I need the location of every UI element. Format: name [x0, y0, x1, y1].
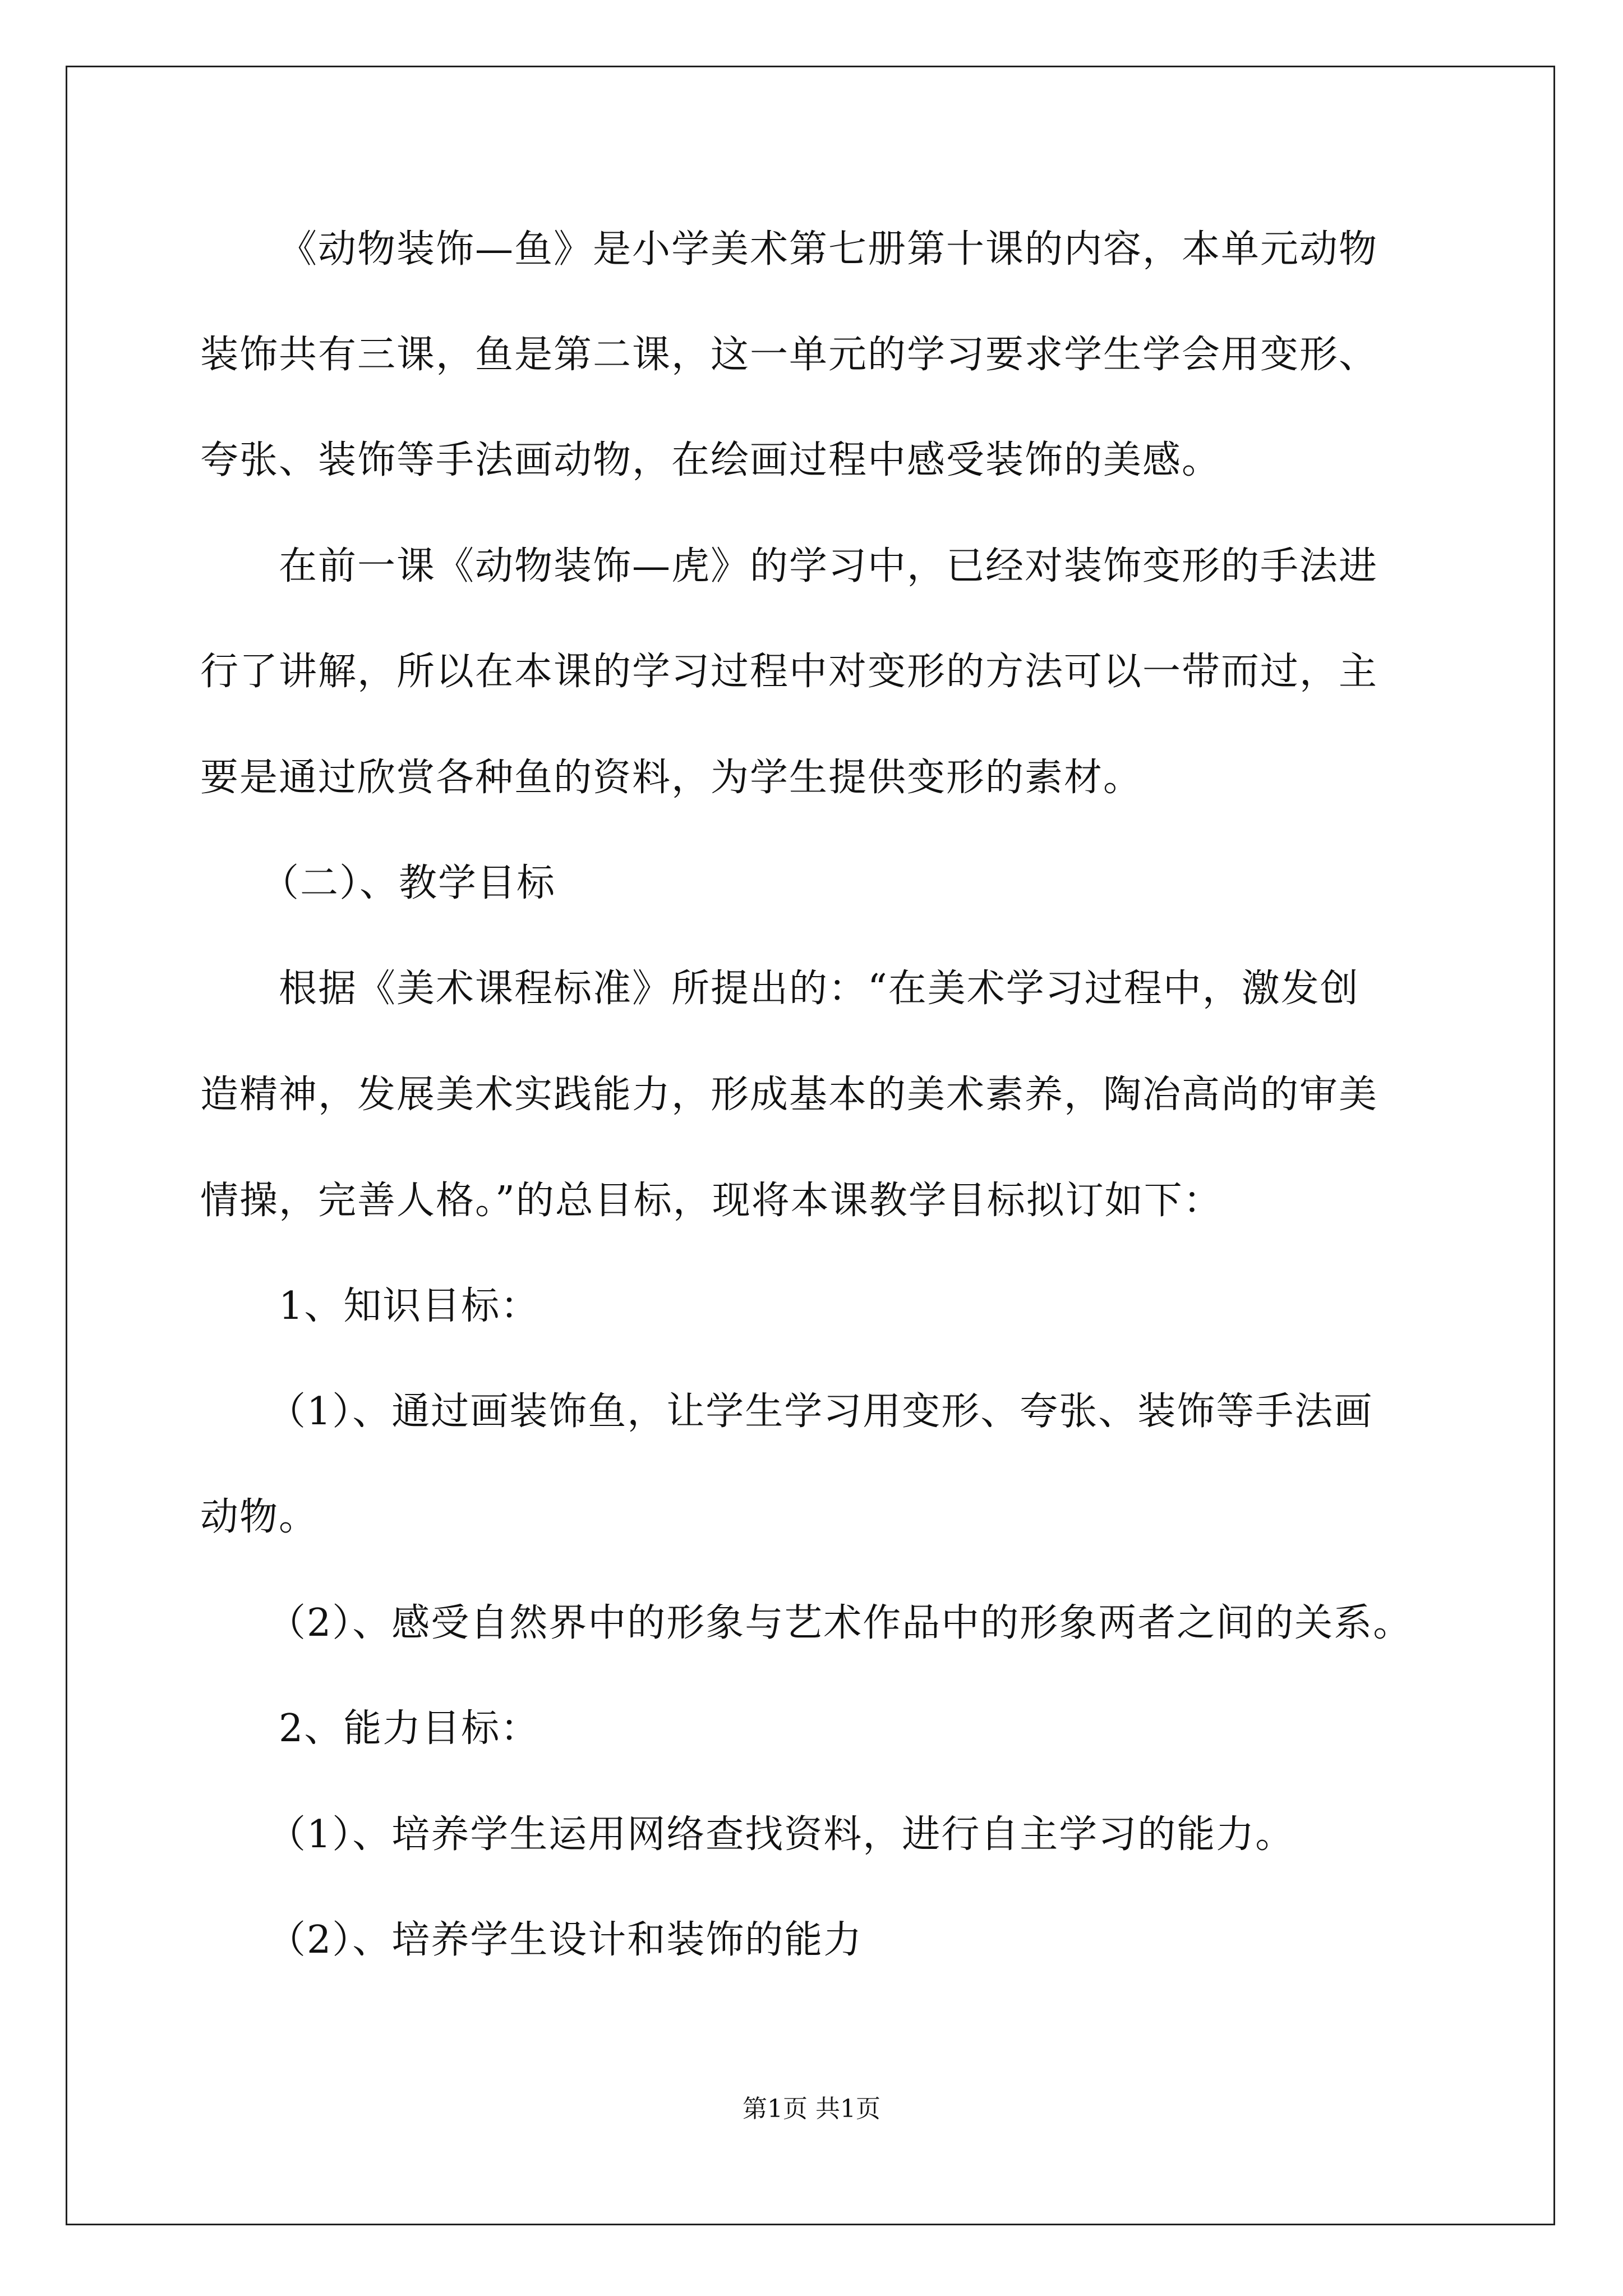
paragraph-line-6: 要是通过欣赏各种鱼的资料，为学生提供变形的素材。	[200, 756, 1143, 800]
paragraph-line-9: 造精神，发展美术实践能力，形成基本的美术素养，陶冶高尚的审美	[200, 1073, 1378, 1117]
paragraph-line-1: 《动物装饰—鱼》是小学美术第七册第十课的内容，本单元动物	[279, 227, 1378, 272]
page-footer: 第1页 共1页	[743, 2095, 880, 2123]
list-item-a2: （2）、培养学生设计和装饰的能力	[268, 1918, 863, 1962]
subheading-ability: 2、能力目标：	[279, 1706, 540, 1751]
list-item-k1: （1）、通过画装饰鱼，让学生学习用变形、夸张、装饰等手法画	[268, 1389, 1373, 1434]
paragraph-line-4: 在前一课《动物装饰—虎》的学习中，已经对装饰变形的手法进	[279, 544, 1378, 588]
paragraph-line-8: 根据《美术课程标准》所提出的：“在美术学习过程中，激发创	[279, 967, 1359, 1011]
section-heading-goals: （二）、教学目标	[261, 861, 556, 905]
list-item-a1: （1）、培养学生运用网络查找资料，进行自主学习的能力。	[268, 1812, 1295, 1857]
list-item-k1-cont: 动物。	[200, 1495, 319, 1539]
page-border	[66, 66, 1555, 2225]
list-item-k2: （2）、感受自然界中的形象与艺术作品中的形象两者之间的关系。	[268, 1601, 1413, 1645]
paragraph-line-10: 情操，完善人格。”的总目标，现将本课教学目标拟订如下：	[200, 1179, 1223, 1223]
paragraph-line-2: 装饰共有三课，鱼是第二课，这一单元的学习要求学生学会用变形、	[200, 333, 1378, 377]
paragraph-line-3: 夸张、装饰等手法画动物，在绘画过程中感受装饰的美感。	[200, 438, 1221, 482]
paragraph-line-5: 行了讲解，所以在本课的学习过程中对变形的方法可以一带而过，主	[200, 650, 1378, 694]
subheading-knowledge: 1、知识目标：	[279, 1284, 540, 1328]
